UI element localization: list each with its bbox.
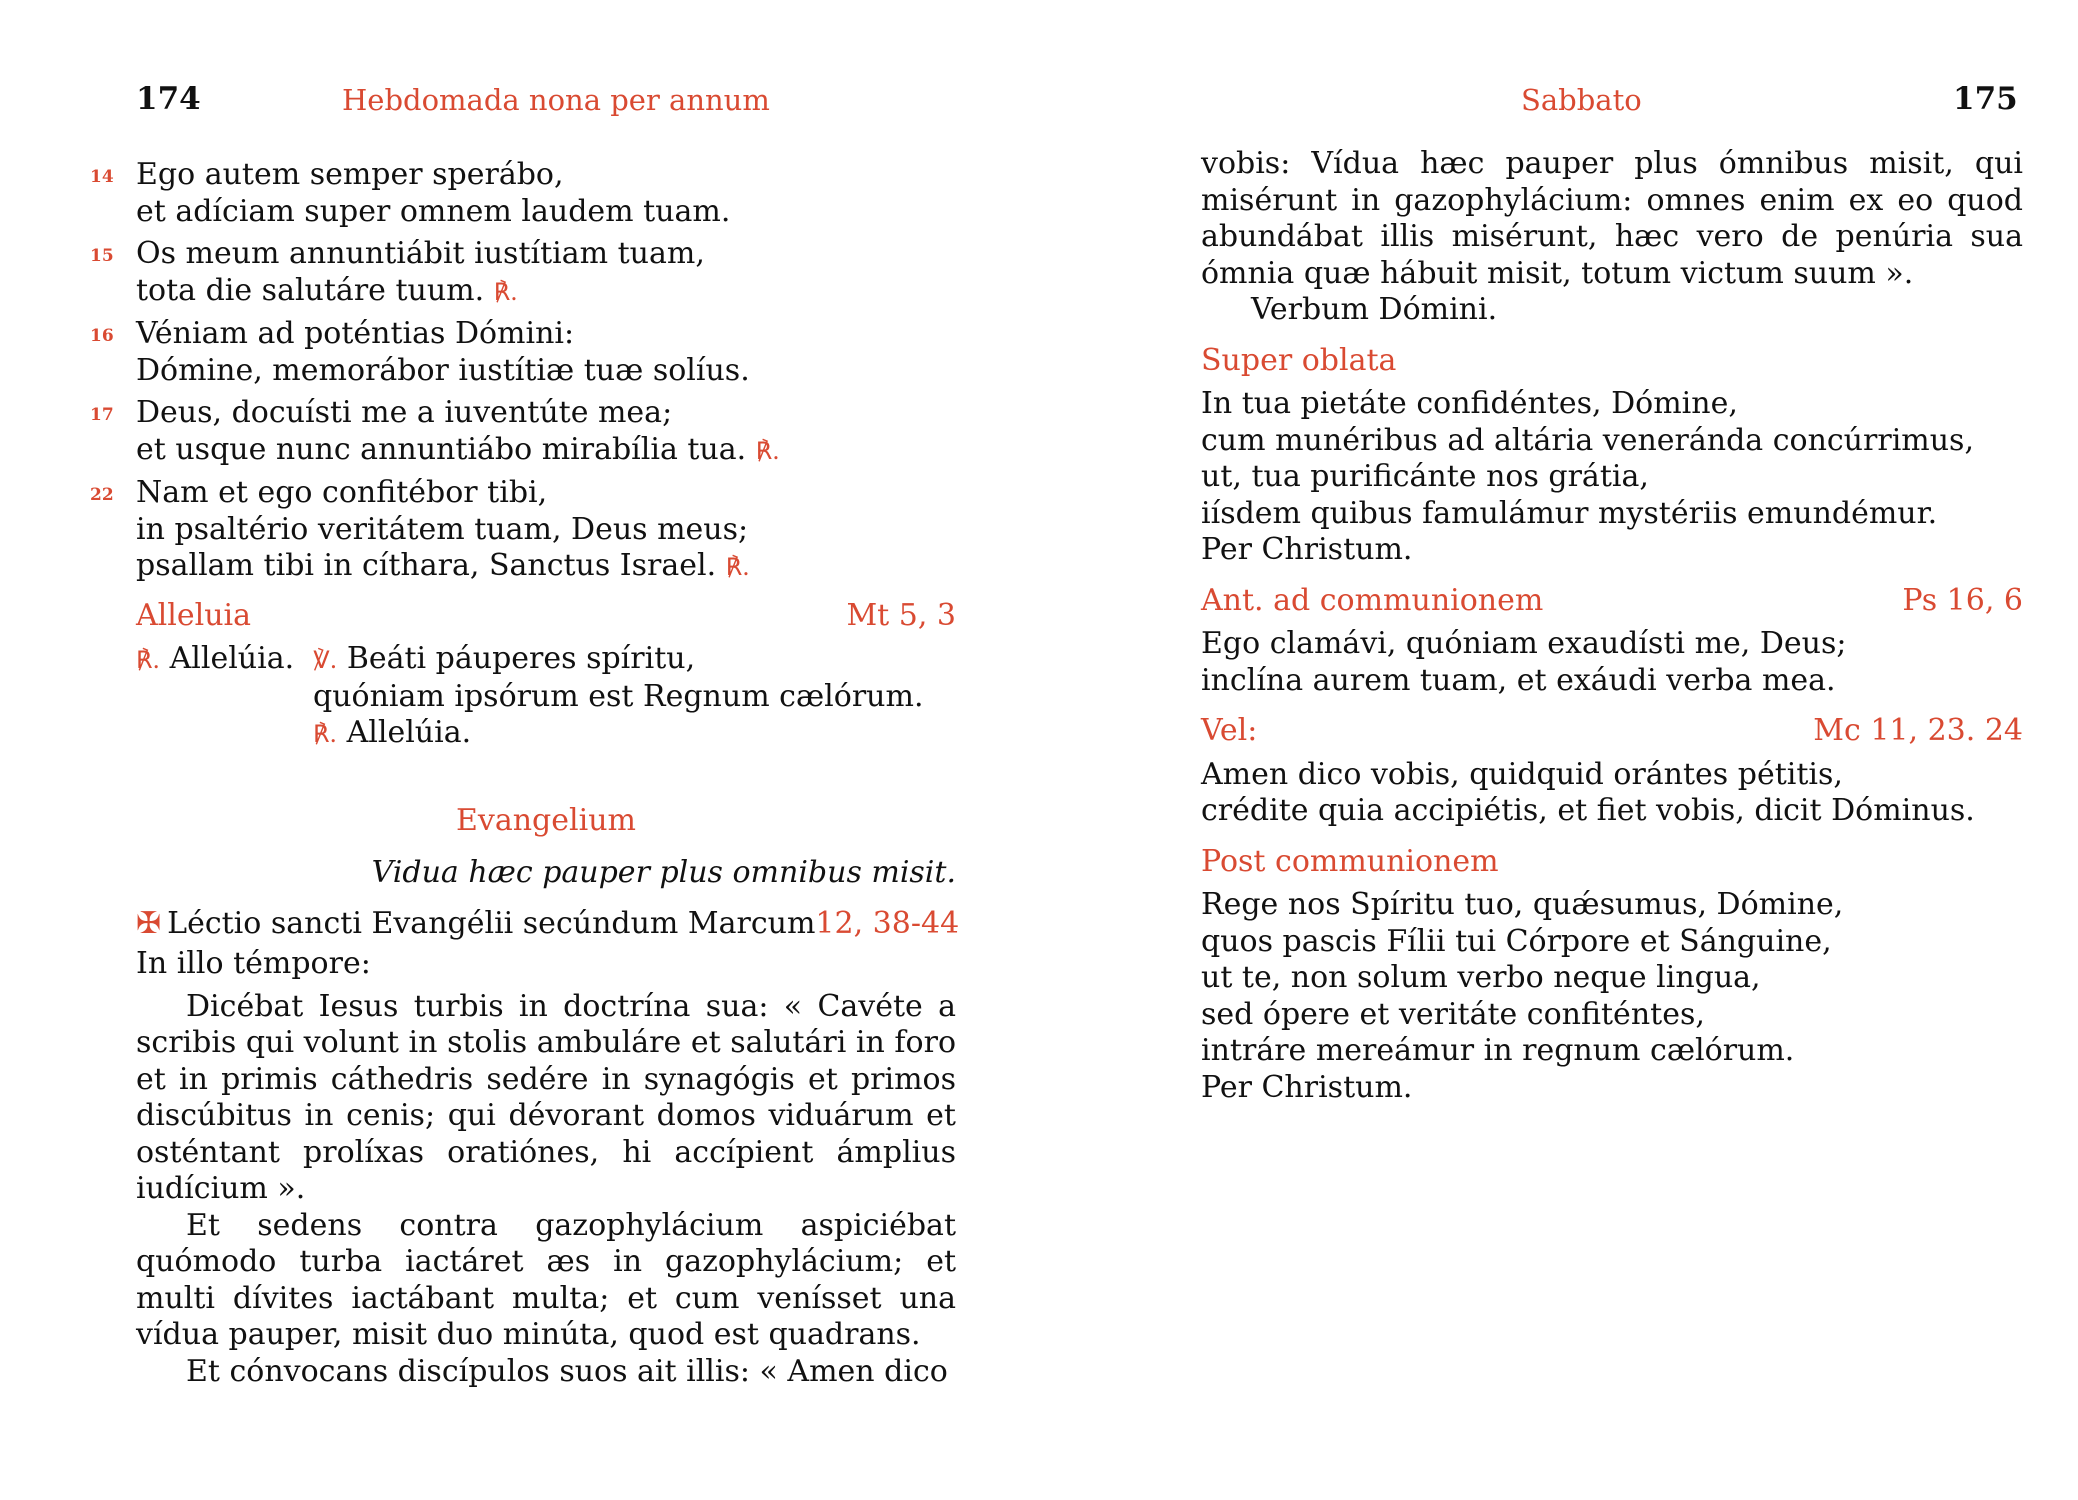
alleluia-response: Allelúia. — [169, 641, 295, 676]
verse-number: 15 — [90, 246, 114, 266]
alleluia-verse-2: quóniam ipsórum est Regnum cælórum. — [313, 678, 924, 714]
verse-text: in psaltério veritátem tuam, Deus meus; — [136, 511, 749, 547]
verse-text: et adíciam super omnem laudem tuam. — [136, 193, 731, 229]
super-oblata-heading-row — [1201, 343, 2023, 380]
psalm-line — [136, 512, 956, 549]
vel-heading-row — [1201, 713, 2023, 750]
text-line: ut te, non solum verbo neque lingua, — [1201, 960, 1761, 995]
alleluia-verse-1: Beáti páuperes spíritu, — [346, 641, 696, 676]
vel-text — [1201, 757, 2023, 830]
psalm-line — [136, 194, 956, 231]
communion-antiphon-text — [1201, 626, 2023, 699]
alleluia-reference: Mt 5, 3 — [846, 597, 956, 633]
gospel-intro: In illo témpore: — [136, 946, 371, 981]
verse-text: Dómine, memorábor iustítiæ tuæ solíus. — [136, 352, 750, 388]
text-line: crédite quia accipiétis, et fiet vobis, dicit Dóminus. — [1201, 793, 1975, 828]
alleluia-response-2: Allelúia. — [346, 715, 472, 750]
gospel-subtitle: Vidua hæc pauper plus omnibus misit. — [371, 855, 956, 890]
right-page — [1039, 0, 2078, 1500]
response-sign: ℟. — [493, 277, 518, 306]
psalm-line — [136, 273, 956, 311]
psalm-line — [90, 157, 956, 194]
text-line: Ego clamávi, quóniam exaudísti me, Deus; — [1201, 626, 1847, 661]
text-line: ut, tua purificánte nos grátia, — [1201, 459, 1649, 494]
post-communion-heading: Post communionem — [1201, 843, 1499, 879]
verse-text: psallam tibi in cíthara, Sanctus Israel. — [136, 548, 717, 583]
psalm-line — [90, 236, 956, 273]
gospel-paragraph-1: Dicébat Iesus turbis in doctrína sua: « Cavéte a scribis qui volunt in stolis ambuláre et salutári in foro et in primis cáthedris sedére in synagógis et primos discúbitus in cenis; qui dévorant domos viduárum et osténtant prolíxas oratiónes, hi accípient ámplius iudícium ». — [136, 988, 956, 1206]
verse-number: 22 — [90, 485, 114, 505]
text-line: cum munéribus ad altária veneránda concúrrimus, — [1201, 422, 1974, 458]
verse-text: et usque nunc annuntiábo mirabília tua. — [136, 431, 747, 467]
lectio-text: Léctio sancti Evangélii secúndum Marcum — [167, 905, 816, 941]
vel-heading: Vel: — [1201, 713, 1258, 748]
psalm-line — [90, 316, 956, 353]
text-line: quos pascis Fílii tui Córpore et Sánguine, — [1201, 923, 1832, 959]
verbum-domini: Verbum Dómini. — [1251, 292, 1498, 327]
response-sign: ℟. — [313, 720, 338, 748]
alleluia-line-1 — [136, 641, 956, 679]
verse-text: Véniam ad poténtias Dómini: — [136, 316, 575, 351]
communion-antiphon-heading: Ant. ad communionem — [1201, 582, 1544, 618]
psalm-line — [90, 395, 956, 432]
verse-text: tota die salutáre tuum. — [136, 272, 485, 308]
communion-antiphon-reference: Ps 16, 6 — [1902, 582, 2023, 618]
alleluia-heading: Alleluia — [136, 597, 252, 633]
running-head-right: Sabbato — [1521, 83, 1642, 117]
gospel-paragraph-2: Et sedens contra gazophylácium aspiciébat quómodo turba iactáret æs in gazophylácium; et multi dívites iactábant multa; et cum venísset una vídua pauper, misit duo minúta, quod est quadrans. — [136, 1207, 956, 1352]
post-communion-text — [1201, 887, 2023, 1106]
alleluia-heading-row — [136, 598, 956, 635]
gospel-paragraph-3: Et cónvocans discípulos suos ait illis: « Amen dico — [186, 1353, 948, 1389]
verse-number: 17 — [90, 405, 114, 425]
psalm-line — [136, 432, 956, 470]
verse-number: 14 — [90, 167, 114, 187]
page-number-left: 174 — [136, 81, 201, 117]
response-sign: ℟. — [136, 646, 161, 674]
text-line: Rege nos Spíritu tuo, quǽsumus, Dómine, — [1201, 887, 1844, 922]
lectio-reference: 12, 38-44 — [815, 905, 960, 941]
text-line: iísdem quibus famulámur mystériis emundémur. — [1201, 495, 1938, 531]
text-line: In tua pietáte confidéntes, Dómine, — [1201, 386, 1738, 421]
text-line: inclína aurem tuam, et exáudi verba mea. — [1201, 662, 1836, 698]
text-line: Per Christum. — [1201, 532, 1413, 567]
text-line: sed ópere et veritáte confiténtes, — [1201, 996, 1705, 1032]
page-number-right: 175 — [1953, 81, 2018, 117]
psalm-verses — [90, 157, 956, 586]
cross-icon: ✠ — [136, 905, 162, 941]
verse-text: Deus, docuísti me a iuventúte mea; — [136, 395, 673, 430]
communion-antiphon-heading-row — [1201, 583, 2023, 620]
verse-text: Nam et ego confitébor tibi, — [136, 475, 548, 510]
verse-number: 16 — [90, 326, 114, 346]
super-oblata-heading: Super oblata — [1201, 342, 1397, 378]
left-column — [90, 157, 960, 1390]
vel-reference: Mc 11, 23. 24 — [1813, 713, 2023, 748]
gospel-heading: Evangelium — [456, 802, 636, 838]
super-oblata-text — [1201, 386, 2023, 569]
right-column — [1201, 146, 2023, 1106]
verse-text: Os meum annuntiábit iustítiam tuam, — [136, 236, 705, 271]
psalm-line — [136, 353, 956, 390]
text-line: intráre mereámur in regnum cælórum. — [1201, 1033, 1795, 1068]
versicle-sign: ℣. — [313, 646, 338, 674]
post-communion-heading-row — [1201, 844, 2023, 881]
text-line: Per Christum. — [1201, 1069, 1413, 1105]
response-sign: ℟. — [725, 553, 750, 581]
alleluia-line-3 — [136, 715, 956, 753]
psalm-line — [90, 475, 956, 512]
psalm-line — [136, 548, 956, 586]
lectio-row — [136, 905, 960, 943]
text-line: Amen dico vobis, quidquid orántes pétitis, — [1201, 756, 1843, 792]
running-head-left: Hebdomada nona per annum — [342, 83, 770, 117]
gospel-continuation: vobis: Vídua hæc pauper plus ómnibus misit, qui misérunt in gazophylácium: omnes enim ex eo quod abundábat illis misérunt, hæc vero de penúria sua ómnia quæ hábuit misit, totum victum suum ». — [1201, 146, 2023, 291]
verse-text: Ego autem semper sperábo, — [136, 157, 564, 192]
response-sign: ℟. — [755, 436, 780, 465]
